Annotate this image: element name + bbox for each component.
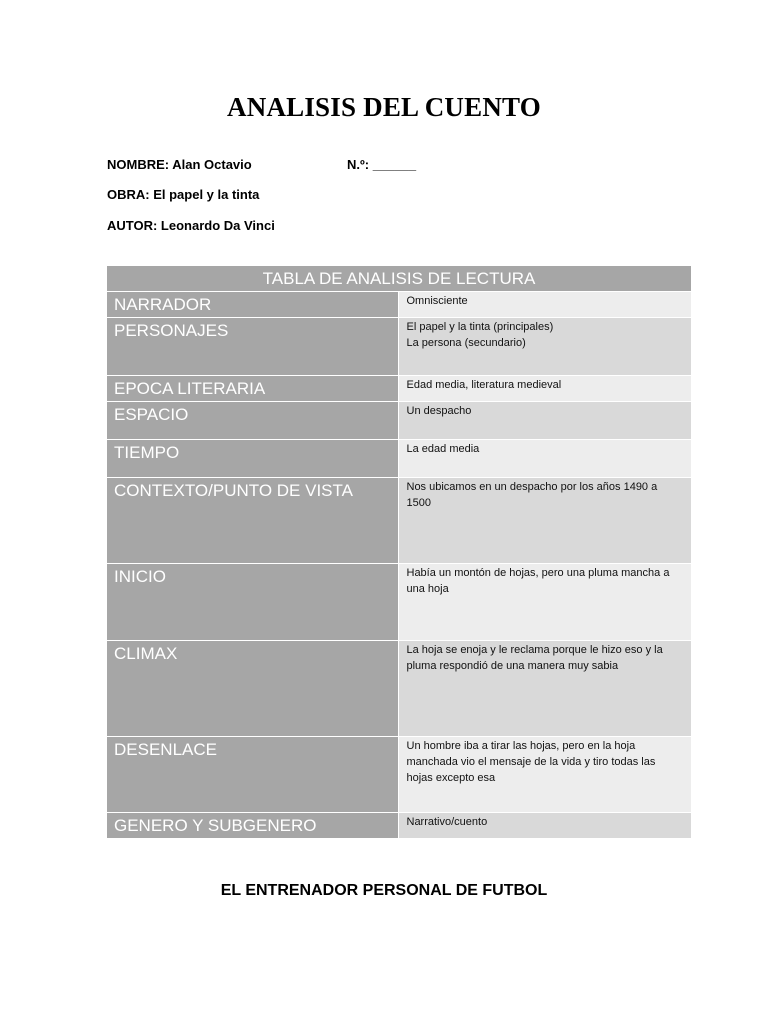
row-value bbox=[398, 737, 691, 813]
row-value bbox=[398, 292, 691, 318]
row-value bbox=[398, 478, 691, 564]
work-author: AUTOR: Leonardo Da Vinci bbox=[107, 218, 275, 233]
analysis-table bbox=[107, 266, 691, 839]
row-value bbox=[398, 376, 691, 402]
row-label: CONTEXTO/PUNTO DE VISTA bbox=[107, 478, 398, 564]
table-row-personajes bbox=[107, 318, 691, 376]
table-row-contexto bbox=[107, 478, 691, 564]
row-value bbox=[398, 564, 691, 641]
row-label: INICIO bbox=[107, 564, 398, 641]
table-row-genero bbox=[107, 813, 691, 839]
table-heading-row bbox=[107, 266, 691, 292]
work-title: OBRA: El papel y la tinta bbox=[107, 187, 260, 202]
row-label: TIEMPO bbox=[107, 440, 398, 478]
value-line: El papel y la tinta (principales) bbox=[406, 321, 554, 333]
row-value bbox=[398, 318, 691, 376]
table-row-inicio bbox=[107, 564, 691, 641]
student-name: NOMBRE: Alan Octavio bbox=[107, 157, 252, 172]
table-row-narrador bbox=[107, 292, 691, 318]
value-line: Había un montón de hojas, pero una pluma mancha a una hoja bbox=[406, 567, 670, 595]
row-value bbox=[398, 641, 691, 737]
row-label: PERSONAJES bbox=[107, 318, 398, 376]
value-line: La hoja se enoja y le reclama porque le hizo eso y la pluma respondió de una manera muy sabia bbox=[406, 644, 663, 672]
table-row-desenlace bbox=[107, 737, 691, 813]
row-label: ESPACIO bbox=[107, 402, 398, 440]
value-line: Narrativo/cuento bbox=[406, 816, 488, 828]
student-number: N.º: ______ bbox=[347, 157, 417, 172]
row-label: GENERO Y SUBGENERO bbox=[107, 813, 398, 839]
row-value bbox=[398, 813, 691, 839]
table-heading: TABLA DE ANALISIS DE LECTURA bbox=[107, 266, 691, 292]
row-label: EPOCA LITERARIA bbox=[107, 376, 398, 402]
row-value bbox=[398, 402, 691, 440]
value-line: Omnisciente bbox=[406, 295, 468, 307]
row-label: CLIMAX bbox=[107, 641, 398, 737]
value-line: Edad media, literatura medieval bbox=[406, 379, 562, 391]
table-row-climax bbox=[107, 641, 691, 737]
value-line: Un hombre iba a tirar las hojas, pero en la hoja manchada vio el mensaje de la vida y tiro todas las hojas excepto esa bbox=[406, 740, 656, 784]
value-line: La edad media bbox=[406, 443, 480, 455]
footer-title: EL ENTRENADOR PERSONAL DE FUTBOL bbox=[220, 882, 548, 899]
document-title: ANALISIS DEL CUENTO bbox=[227, 92, 541, 122]
value-line: Nos ubicamos en un despacho por los años 1490 a 1500 bbox=[406, 481, 658, 509]
row-value bbox=[398, 440, 691, 478]
row-label: DESENLACE bbox=[107, 737, 398, 813]
table-row-espacio bbox=[107, 402, 691, 440]
table-row-epoca-literaria bbox=[107, 376, 691, 402]
table-row-tiempo bbox=[107, 440, 691, 478]
row-label: NARRADOR bbox=[107, 292, 398, 318]
value-line: Un despacho bbox=[406, 405, 472, 417]
value-line: La persona (secundario) bbox=[406, 337, 526, 349]
